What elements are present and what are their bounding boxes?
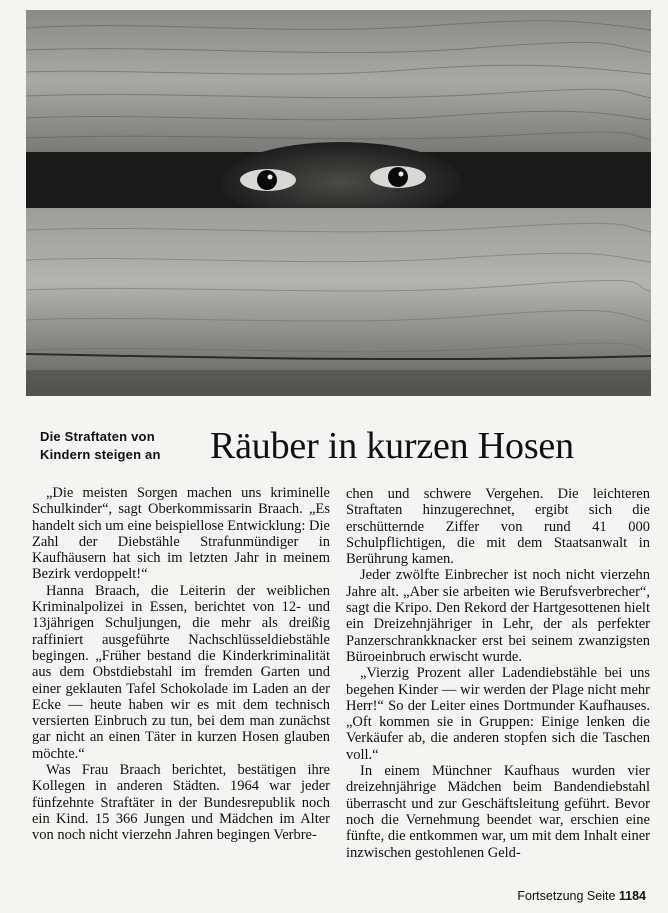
kicker-line-1: Die Straftaten von — [40, 429, 155, 444]
continuation-note — [517, 889, 646, 903]
article-headline: Räuber in kurzen Hosen — [210, 425, 574, 467]
paragraph: In einem Münchner Kaufhaus wurden vier dreizehnjährige Mädchen beim Bandendiebstahl überrascht und zur Geschäftsleitung geführt. Bevor noch die Vernehmung beendet war, erschien eine fünfte, die entkommen war, um mit dem Inhalt einer inzwischen gestohlenen Geld- — [346, 763, 650, 861]
kicker — [40, 428, 180, 464]
paragraph: Jeder zwölfte Einbrecher ist noch nicht vierzehn Jahre alt. „Aber sie arbeiten wie Berufsverbrecher“, sagt die Kripo. Den Rekord der Hartgesottenen hielt ein Dreizehnjähriger in Lehr, der als perfekter Panzerschrankknacker erst bei seinem zwanzigsten Büroeinbruch erwischt wurde. — [346, 567, 650, 665]
paragraph: „Vierzig Prozent aller Ladendiebstähle bei uns begehen Kinder — wir werden der Plage nicht mehr Herr!“ So der Leiter eines Dortmunder Kaufhauses. „Oft kommen sie in Gruppen: Einige lenken die Verkäufer ab, die anderen stopfen sich die Taschen voll.“ — [346, 665, 650, 763]
paragraph: Was Frau Braach berichtet, bestätigen ihre Kollegen in anderen Städten. 1964 war jeder fünfzehnte Straftäter in der Bundesrepublik noch ein Kind. 15 366 Jungen und Mädchen im Alter von noch nicht vierzehn Jahren begingen Verbre- — [32, 762, 330, 844]
article-column-right — [346, 486, 650, 861]
continuation-page: 1184 — [618, 889, 646, 903]
child-eyes-photo — [26, 10, 651, 396]
paragraph: „Die meisten Sorgen machen uns kriminelle Schulkinder“, sagt Oberkommissarin Braach. „Es handelt sich um eine beispiellose Entwicklung: Die Zahl der Diebstähle Strafunmündiger in Kaufhäusern hat sich im letzten Jahr in meinem Bezirk verdoppelt!“ — [32, 485, 330, 583]
article-column-left — [32, 485, 330, 844]
kicker-line-2: Kindern steigen an — [40, 447, 161, 462]
paragraph: chen und schwere Vergehen. Die leichteren Straftaten hinzugerechnet, ergibt sich die erschütternde Ziffer von rund 41 000 Schulpflichtigen, die mit dem Staatsanwalt in Berührung kamen. — [346, 486, 650, 568]
paragraph: Hanna Braach, die Leiterin der weiblichen Kriminalpolizei in Essen, berichtet von 12- und 13jährigen Schuljungen, die mehr als dreißig raffiniert ausgeführte Nachschlüsseldiebstähle begingen. „Früher bestand die Kinderkriminalität aus dem Obstdiebstahl im fremden Garten und einer geklauten Tafel Schokolade im Laden an der Ecke — heute haben wir es mit dem technisch versierten Einbruch zu tun, bei dem man zunächst gar nicht an einen Täter in kurzen Hosen glauben möchte.“ — [32, 582, 330, 762]
continuation-label: Fortsetzung Seite — [517, 889, 616, 903]
fence-photo-illustration — [26, 10, 651, 396]
